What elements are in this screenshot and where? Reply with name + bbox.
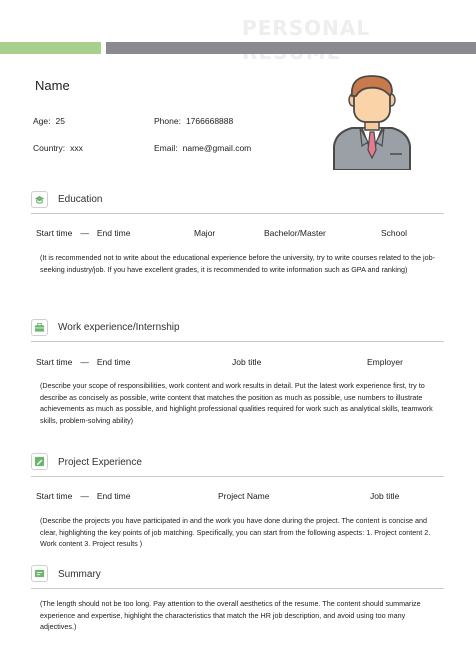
summary-description: (The length should not be too long. Pay attention to the overall aesthetics of the resume. The content should summarize experience and expertise, highlight the characteristics that match the HR job description, and avoid using too many adjectives.) [40, 599, 421, 631]
summary-section-title: Summary [58, 569, 101, 580]
age-label: Age: [33, 116, 51, 126]
edit-icon [31, 453, 48, 470]
project-name: Project Name [218, 491, 270, 501]
education-start-time: Start time [36, 228, 73, 238]
email-info [154, 143, 251, 153]
email-label: Email: [154, 143, 178, 153]
work-start-time: Start time [36, 357, 73, 367]
country-value: xxx [70, 143, 83, 153]
age-info [33, 116, 65, 126]
work-description: (Describe your scope of responsibilities, work content and work results in detail. Put the latest work experience first, try to describe as concisely as possible, write content that matches the position as much as possible, use numbers to illustrate achievements as much as possible, and highlight professional qualities required for work such as analytical skills, teamwork skills, problem-solving ability) [40, 381, 433, 425]
work-employer: Employer [367, 357, 403, 367]
work-divider [31, 341, 444, 342]
header-accent-bar-green [0, 42, 101, 54]
country-label: Country: [33, 143, 66, 153]
project-dash: — [80, 491, 89, 501]
work-section-title: Work experience/Internship [58, 322, 180, 333]
work-job-title: Job title [232, 357, 262, 367]
age-value: 25 [55, 116, 65, 126]
education-school: School [381, 228, 407, 238]
education-dash: — [80, 228, 89, 238]
summary-divider [31, 588, 444, 589]
project-description: (Describe the projects you have participated in and the work you have done during the project. The content is concise and clear, highlighting the key points of job matching. Specifically, you can start from the following aspects: 1. Project content 2. Work content 3. Project results ) [40, 516, 431, 548]
work-end-time: End time [96, 357, 131, 367]
project-start-time: Start time [36, 491, 73, 501]
work-date-range [36, 357, 130, 367]
project-divider [31, 476, 444, 477]
education-end-time: End time [96, 228, 131, 238]
person-avatar-illustration [332, 74, 412, 170]
education-section-title: Education [58, 194, 103, 205]
briefcase-icon [31, 319, 48, 336]
education-date-range [36, 228, 130, 238]
candidate-name: Name [35, 78, 70, 93]
header-accent-bar-gray [106, 42, 476, 54]
resume-watermark-title: PERSONAL [242, 16, 371, 40]
project-date-range [36, 491, 130, 501]
education-divider [31, 213, 444, 214]
phone-label: Phone: [154, 116, 181, 126]
education-degree: Bachelor/Master [264, 228, 326, 238]
work-dash: — [80, 357, 89, 367]
project-job-title: Job title [370, 491, 400, 501]
country-info [33, 143, 83, 153]
education-major: Major [194, 228, 216, 238]
education-description: (It is recommended not to write about the educational experience before the university, try to write courses related to the job-seeking industry/job. If you have excellent grades, it is recommended to write information such as GPA and ranking) [40, 253, 435, 274]
project-end-time: End time [96, 491, 131, 501]
phone-value: 1766668888 [185, 116, 234, 126]
phone-info [154, 116, 233, 126]
graduation-cap-icon [31, 191, 48, 208]
id-card-icon [31, 565, 48, 582]
email-value: name@gmail.com [182, 143, 252, 153]
project-section-title: Project Experience [58, 457, 142, 468]
